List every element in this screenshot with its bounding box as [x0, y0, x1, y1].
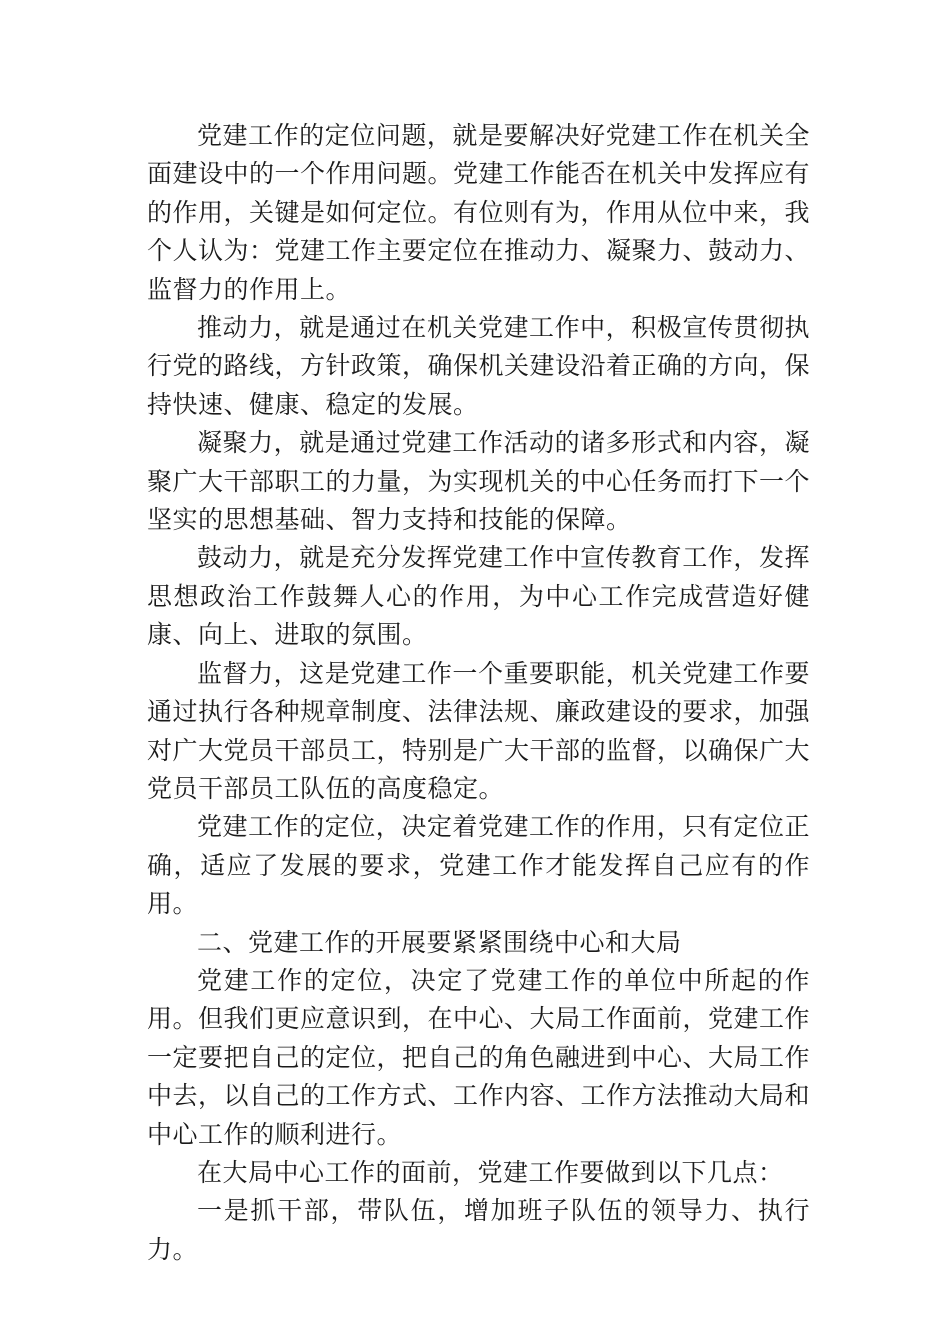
- paragraph-supervision: 监督力，这是党建工作一个重要职能，机关党建工作要通过执行各种规章制度、法律法规、廉政建设的要求，加强对广大党员干部员工，特别是广大干部的监督，以确保广大党员干部员工队伍的高度稳定。: [147, 658, 811, 803]
- paragraph-positioning-conclusion: 党建工作的定位，决定着党建工作的作用，只有定位正确，适应了发展的要求，党建工作才能发挥自己应有的作用。: [147, 812, 810, 919]
- paragraph-point-one: 一是抓干部，带队伍，增加班子队伍的领导力、执行力。: [147, 1196, 810, 1264]
- paragraph-center-and-overall: 党建工作的定位，决定了党建工作的单位中所起的作用。但我们更应意识到，在中心、大局工作面前，党建工作一定要把自己的定位，把自己的角色融进到中心、大局工作中去，以自己的工作方式、工作内容、工作方法推动大局和中心工作的顺利进行。: [147, 965, 811, 1149]
- paragraph-driving-force: 推动力，就是通过在机关党建工作中，积极宣传贯彻执行党的路线，方针政策，确保机关建设沿着正确的方向，保持快速、健康、稳定的发展。: [147, 313, 811, 419]
- document-body: [147, 117, 810, 1269]
- paragraph-motivation: 鼓动力，就是充分发挥党建工作中宣传教育工作，发挥思想政治工作鼓舞人心的作用，为中心工作完成营造好健康、向上、进取的氛围。: [147, 543, 810, 650]
- section-heading-two: 二、党建工作的开展要紧紧围绕中心和大局: [197, 927, 682, 957]
- paragraph-positioning-intro: 党建工作的定位问题，就是要解决好党建工作在机关全面建设中的一个作用问题。党建工作能否在机关中发挥应有的作用，关键是如何定位。有位则有为，作用从位中来，我个人认为：党建工作主要定位在推动力、凝聚力、鼓动力、监督力的作用上。: [147, 121, 811, 304]
- paragraph-cohesion: 凝聚力，就是通过党建工作活动的诸多形式和内容，凝聚广大干部职工的力量，为实现机关的中心任务而打下一个坚实的思想基础、智力支持和技能的保障。: [147, 428, 811, 535]
- paragraph-points-intro: 在大局中心工作的面前，党建工作要做到以下几点：: [197, 1157, 784, 1187]
